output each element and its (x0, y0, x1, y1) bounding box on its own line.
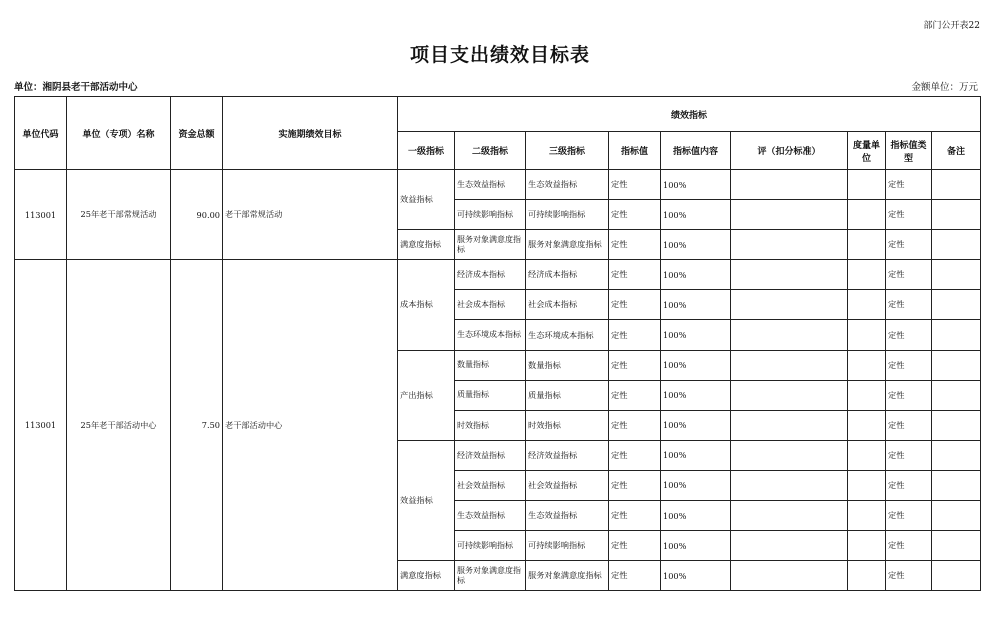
header-value: 指标值 (609, 132, 661, 170)
cell-evaluation (731, 410, 848, 440)
cell-measure-unit (848, 350, 886, 380)
cell-unit-project: 25年老干部活动中心 (67, 260, 171, 591)
cell-level1: 效益指标 (398, 440, 455, 560)
header-level2: 二级指标 (455, 132, 526, 170)
cell-value-type: 定性 (886, 410, 932, 440)
header-perf-indicator: 绩效指标 (398, 97, 981, 132)
cell-level2: 生态效益指标 (455, 170, 526, 200)
cell-value: 定性 (609, 531, 661, 561)
cell-level1: 产出指标 (398, 350, 455, 440)
header-remark: 备注 (932, 132, 981, 170)
cell-evaluation (731, 440, 848, 470)
cell-value-content: 100% (661, 170, 731, 200)
cell-evaluation (731, 501, 848, 531)
header-funds-total: 资金总额 (171, 97, 223, 170)
cell-evaluation (731, 320, 848, 350)
cell-level3: 经济效益指标 (526, 440, 609, 470)
cell-remark (932, 531, 981, 561)
cell-goal: 老干部活动中心 (223, 260, 398, 591)
cell-value-type: 定性 (886, 531, 932, 561)
header-value-content: 指标值内容 (661, 132, 731, 170)
cell-value-type: 定性 (886, 290, 932, 320)
cell-level2: 生态环境成本指标 (455, 320, 526, 350)
cell-measure-unit (848, 561, 886, 591)
cell-level3: 经济成本指标 (526, 260, 609, 290)
cell-remark (932, 501, 981, 531)
cell-level3: 社会效益指标 (526, 470, 609, 500)
cell-level2: 经济效益指标 (455, 440, 526, 470)
cell-remark (932, 470, 981, 500)
cell-level3: 生态效益指标 (526, 170, 609, 200)
cell-level3: 可持续影响指标 (526, 200, 609, 230)
cell-value-content: 100% (661, 290, 731, 320)
cell-evaluation (731, 561, 848, 591)
cell-measure-unit (848, 380, 886, 410)
cell-measure-unit (848, 200, 886, 230)
cell-value-type: 定性 (886, 320, 932, 350)
cell-measure-unit (848, 501, 886, 531)
amount-unit: 金额单位：万元 (911, 82, 978, 93)
cell-value-content: 100% (661, 200, 731, 230)
cell-level2: 生态效益指标 (455, 501, 526, 531)
cell-value: 定性 (609, 380, 661, 410)
performance-table (14, 96, 981, 591)
cell-value: 定性 (609, 290, 661, 320)
cell-measure-unit (848, 531, 886, 561)
header-measure-unit: 度量单位 (848, 132, 886, 170)
cell-value: 定性 (609, 230, 661, 260)
header-value-type: 指标值类型 (886, 132, 932, 170)
cell-evaluation (731, 200, 848, 230)
cell-level3: 数量指标 (526, 350, 609, 380)
cell-value-content: 100% (661, 501, 731, 531)
cell-value-type: 定性 (886, 230, 932, 260)
table-body (15, 170, 981, 591)
cell-evaluation (731, 380, 848, 410)
cell-level3: 质量指标 (526, 380, 609, 410)
cell-remark (932, 380, 981, 410)
cell-evaluation (731, 531, 848, 561)
cell-remark (932, 260, 981, 290)
cell-remark (932, 200, 981, 230)
cell-value: 定性 (609, 440, 661, 470)
cell-remark (932, 410, 981, 440)
cell-level2: 可持续影响指标 (455, 531, 526, 561)
header-unit-project: 单位（专项）名称 (67, 97, 171, 170)
cell-evaluation (731, 260, 848, 290)
cell-value-content: 100% (661, 531, 731, 561)
cell-value-content: 100% (661, 260, 731, 290)
cell-value: 定性 (609, 501, 661, 531)
cell-value-type: 定性 (886, 561, 932, 591)
header-evaluation: 评（扣分标准） (731, 132, 848, 170)
cell-remark (932, 170, 981, 200)
cell-level2: 服务对象满意度指标 (455, 561, 526, 591)
header-level1: 一级指标 (398, 132, 455, 170)
cell-value-type: 定性 (886, 170, 932, 200)
cell-measure-unit (848, 320, 886, 350)
cell-level3: 服务对象满意度指标 (526, 561, 609, 591)
form-code: 部门公开表22 (923, 21, 980, 31)
cell-evaluation (731, 470, 848, 500)
cell-level3: 生态效益指标 (526, 501, 609, 531)
cell-value: 定性 (609, 200, 661, 230)
cell-level2: 数量指标 (455, 350, 526, 380)
cell-value-type: 定性 (886, 260, 932, 290)
cell-goal: 老干部常规活动 (223, 170, 398, 260)
cell-level2: 质量指标 (455, 380, 526, 410)
cell-measure-unit (848, 410, 886, 440)
cell-value-type: 定性 (886, 501, 932, 531)
cell-funds: 7.50 (171, 260, 223, 591)
cell-value: 定性 (609, 410, 661, 440)
cell-value-content: 100% (661, 410, 731, 440)
cell-level1: 满意度指标 (398, 230, 455, 260)
cell-value-content: 100% (661, 470, 731, 500)
table-row (15, 260, 981, 290)
cell-level3: 生态环境成本指标 (526, 320, 609, 350)
cell-remark (932, 350, 981, 380)
page-title: 项目支出绩效目标表 (409, 44, 590, 66)
cell-value-type: 定性 (886, 350, 932, 380)
cell-value: 定性 (609, 260, 661, 290)
cell-unit-code: 113001 (15, 260, 67, 591)
cell-value: 定性 (609, 470, 661, 500)
cell-level2: 社会效益指标 (455, 470, 526, 500)
cell-value-content: 100% (661, 440, 731, 470)
cell-level2: 服务对象满意度指标 (455, 230, 526, 260)
cell-level3: 服务对象满意度指标 (526, 230, 609, 260)
cell-level2: 社会成本指标 (455, 290, 526, 320)
cell-value: 定性 (609, 320, 661, 350)
cell-level3: 时效指标 (526, 410, 609, 440)
cell-measure-unit (848, 290, 886, 320)
cell-value-content: 100% (661, 561, 731, 591)
cell-level2: 时效指标 (455, 410, 526, 440)
cell-value: 定性 (609, 170, 661, 200)
cell-level1: 成本指标 (398, 260, 455, 350)
cell-level3: 社会成本指标 (526, 290, 609, 320)
cell-level2: 经济成本指标 (455, 260, 526, 290)
reporting-unit: 单位：湘阴县老干部活动中心 (14, 82, 138, 93)
cell-remark (932, 320, 981, 350)
cell-remark (932, 230, 981, 260)
cell-value-type: 定性 (886, 470, 932, 500)
cell-evaluation (731, 290, 848, 320)
cell-evaluation (731, 170, 848, 200)
cell-measure-unit (848, 260, 886, 290)
header-goal: 实施期绩效目标 (223, 97, 398, 170)
cell-level3: 可持续影响指标 (526, 531, 609, 561)
cell-unit-code: 113001 (15, 170, 67, 260)
cell-remark (932, 290, 981, 320)
cell-value-content: 100% (661, 320, 731, 350)
cell-measure-unit (848, 470, 886, 500)
cell-value-type: 定性 (886, 380, 932, 410)
cell-measure-unit (848, 170, 886, 200)
cell-value-content: 100% (661, 380, 731, 410)
cell-unit-project: 25年老干部常规活动 (67, 170, 171, 260)
cell-value-type: 定性 (886, 200, 932, 230)
cell-evaluation (731, 350, 848, 380)
cell-evaluation (731, 230, 848, 260)
cell-funds: 90.00 (171, 170, 223, 260)
cell-value-type: 定性 (886, 440, 932, 470)
cell-value: 定性 (609, 561, 661, 591)
table-row (15, 170, 981, 200)
cell-value-content: 100% (661, 350, 731, 380)
cell-value-content: 100% (661, 230, 731, 260)
cell-level2: 可持续影响指标 (455, 200, 526, 230)
cell-measure-unit (848, 230, 886, 260)
cell-measure-unit (848, 440, 886, 470)
header-level3: 三级指标 (526, 132, 609, 170)
cell-level1: 效益指标 (398, 170, 455, 230)
header-unit-code: 单位代码 (15, 97, 67, 170)
table-header (15, 97, 981, 170)
cell-value: 定性 (609, 350, 661, 380)
cell-level1: 满意度指标 (398, 561, 455, 591)
cell-remark (932, 561, 981, 591)
cell-remark (932, 440, 981, 470)
